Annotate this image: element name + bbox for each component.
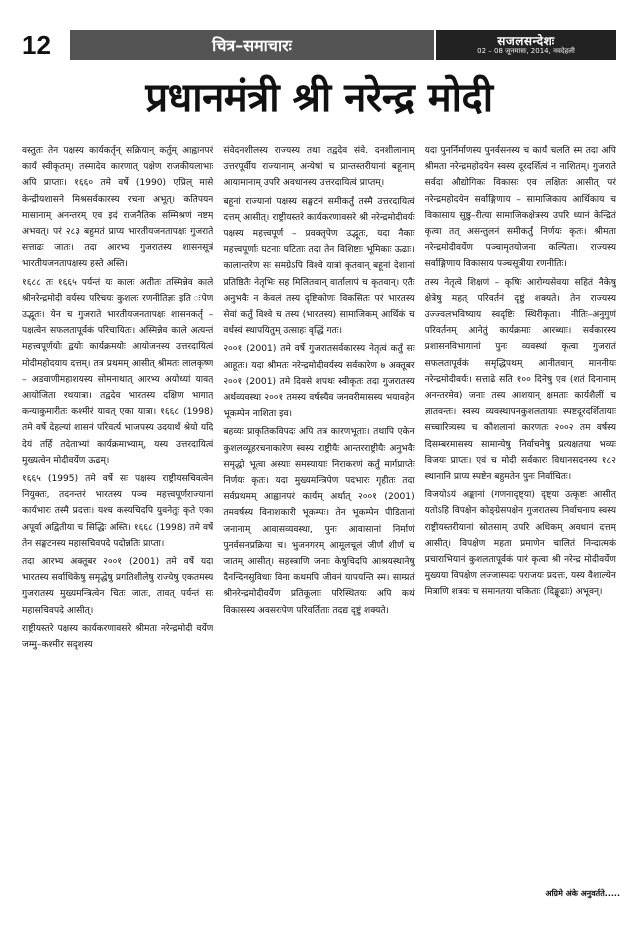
paragraph: १६६५ (1995) तमे वर्षे सः पक्षस्य राष्ट्रीयसचिवत्वेन नियुक्तः, तदनन्तरं भारतस्य पञ्च महत्त्वपूर्णराज्यानां कार्यभारः तस्मै प्रदत्तः। यश्च कस्यचिदपि युवनेतुः कृते एका अपूर्वा अद्वितीया च सिद्धिः अस्ति। १६६८ (1998) तमे वर्षे तेन सङ्घटनस्य महासचिवपदे पदोन्नतिः प्राप्ता। — [22, 474, 214, 549]
paragraph: तदा आरभ्य अक्तूबर २००१ (2001) तमे वर्षे यदा भारतस्य सर्वाधिकेषु समृद्धेषु प्रगतिशीलेषु राज्येषु एकतमस्य गुजरातस्य मुख्यमन्त्रित्वेन चितः जातः, तावत् पर्यन्तं सः महासचिवपदे आसीत्। — [22, 557, 214, 616]
paragraph: १६८८ तः १६६५ पर्यन्तं यः कालः अतीतः तस्मिन्नेव काले श्रीनरेन्द्रमोदी वर्यस्य परिचयः कुशलः रणनीतिज्ञः इति ःपेण उद्भूतः। येन च गुजराते भारतीयजनतापक्षः शासनकर्तृ – पक्षत्वेन सफलतापूर्वकं परिचायितः। अस्मिन्नेव काले अत्यन्तं महत्त्वपूर्णयोः द्वयोः कार्यक्रमयोः आयोजनस्य उत्तरदायित्वं मोदीमहोदयाय दत्तम्। तत्र प्रथमम् आसीत् श्रीमतः लालकृष्ण – अडवाणीमहाशयस्य सोमनाथात् आरभ्य अयोध्यां यावत् आयोजिता रथयात्रा। तद्वदेव भारतस्य दक्षिण भागात् कन्याकुमारीतः कश्मीरं यावत् एका यात्रा। १६६८ (1998) तमे वर्षे देहल्यां शासनं परिवर्त्य भाजपस्य उदयार्थं श्रेयो यदि देयं तर्हि तदेताभ्यां कार्यक्रमाभ्याम्, यस्य उत्तरदायित्वं मुख्यत्वेन मोदीवर्येण ऊढम्। — [22, 277, 214, 466]
section-title: चित्र–समाचारः — [70, 30, 434, 60]
column-3 — [425, 143, 616, 885]
paragraph: संवेदनशीलस्य राज्यस्य तथा तद्वदेव संवे. दनशीलानाम् उत्तरपूर्वीय राज्यानाम् अन्येषां च प्रान्तस्तरीयानां बहूनाम् आयामानाम् उपरि अवधानस्य उत्तरदायित्वं प्राप्तम्। — [223, 146, 415, 189]
column-2 — [223, 143, 414, 885]
paragraph: बहव्यः प्राकृतिकविपदः अपि तत्र कारणभूताः। तथापि एकेन कुशलव्यूहरचनाकारेण स्वस्य राष्ट्रीयैः आन्तरराष्ट्रीयैः अनुभवैः समृद्धो भूत्वा अस्याः समस्यायाः निराकरणं कर्तुं मार्गप्राप्तेः निर्णयः कृतः। यदा मुख्यमन्त्रिपेण पदभारः गृहीतः तदा सर्वप्रथमम् आह्वानपरं कार्यम् अर्थात् २००१ (2001) तमवर्षस्य विनाशकारी भूकम्पः। तेन भूकम्पेन पीडितानां जनानाम् आवासव्यवस्था, पुनः आवासानां निर्माणं पुनर्वसनप्रक्रिया च। भुजनगरम् आमूलचूलं जीर्णं शीर्णं च जातम् आसीत्। सहस्त्राणि जनाः केषुचिदपि आश्रयस्थानेषु दैनन्दिनसुविधाः विना कथमपि जीवनं यापयन्ति स्म। साम्प्रतं श्रीनरेन्द्रमोदीवर्येण प्रतिकूलाः परिस्थितयः अपि कथं विकासस्य अवसरःपेण परिवर्तिताः तदद्य दृष्टुं शक्यते। — [223, 427, 415, 616]
paragraph: राष्ट्रीयस्तरे पक्षस्य कार्यकरणावसरे श्रीमता नरेन्द्रमोदी वर्येण जम्मु–कश्मीर सदृशस्य — [22, 623, 214, 651]
column-1 — [22, 143, 213, 885]
masthead-title: सजलसन्देशः — [497, 34, 555, 49]
headline: प्रधानमंत्री श्री नरेन्द्र मोदी — [145, 75, 493, 121]
page-number: 12 — [22, 29, 51, 60]
paragraph: तस्य नेतृत्वे शिक्षणं – कृषिः आरोग्यसेवया सहितं नैकेषु क्षेत्रेषु महत् परिवर्तनं दृष्टुं शक्यते। तेन राज्यस्य उज्ज्वलभविष्याय स्वदृष्टिः स्थिरीकृता। नीतिः–अनुगुणं परिवर्तनम् आनेतुं कार्यक्रमाः आरब्धाः। सर्वकारस्य प्रशासनविभागानां पुनः व्यवस्थां कृत्वा गुजरातं सफलतापूर्वकं समृद्धिपथम् आनीतवान् माननीयः नरेन्द्रमोदीवर्यः। सत्ताढे सति १०० दिनेषु एव (शतं दिनानाम् अनन्तरमेव) जनाः तस्य आशयान् क्षमताः कार्यशैलीं च ज्ञातवन्तः। स्वस्य व्यवस्थापनकुशलतायाः स्पष्टदूरदर्शितायाः सच्चारित्र्यस्य च कौशलानां कारणतः २००२ तम वर्षस्य दिसम्बरमासस्य सामान्येषु निर्वाचनेषु प्रत्यक्षतया भव्यः विजयः प्राप्तः। एवं च मोदी सर्वकारः विधानसदनस्य १८२ स्थानानि प्राप्य स्पष्टेन बहुमतेन पुनः निर्वाचितः। — [424, 277, 616, 483]
paragraph: २००१ (2001) तमे वर्षे गुजरातसर्वकारस्य नेतृत्वं कर्तुं सः आहूतः। यदा श्रीमतः नरेन्द्रमोदीवर्यस्य सर्वकारेण ७ अक्तूबर २००१ (2001) तमे दिवसे शपथः स्वीकृतः तदा गुजरातस्य अर्थव्यवस्था २००१ तमस्य वर्षस्यैव जनवरीमासस्य भयावहेन भूकम्पेन नाशिता इव। — [223, 344, 415, 420]
article-columns — [22, 143, 616, 885]
paragraph: वस्तुतः तेन पक्षस्य कार्यकर्तृन् सक्रियान् कर्तुम् आह्वानपरं कार्यं स्वीकृतम्। तस्मादेव कारणात् पक्षेण राजकीयलाभाः अपि प्राप्ताः। १६६० तमे वर्षे (1990) एप्रिल् मासे केन्द्रीयशासने मिश्रसर्वकारस्य रचना अभूत्। कतिपयन मासानाम् अनन्तरम् एव इदं राजनैतिक सम्मिश्रणं नष्टम् अभवत्। परं २८३ बहुमतं प्राप्य भारतीयजनतापक्षः गुजराते सत्ताढः जातः। तदा आरभ्य गुजरातस्य शासनसूत्रं भारतीयजनतापक्षस्य हस्ते अस्ति। — [22, 146, 214, 270]
paragraph: बहूनां राज्यानां पक्षस्य सङ्घटनं समीकर्तुं तस्मै उत्तरदायित्वं दत्तम् आसीत्। राष्ट्रीयस्तरे कार्यकरणावसरे श्री नरेन्द्रमोदीवर्यः पक्षस्य महत्त्वपूर्ण – प्रवक्तृपेण उद्भूतः, यदा नैकाः महत्त्वपूर्णाः घटनाः घटिताः तदा तेन विशिष्टाः भूमिकाः ऊढाः। कालान्तरेण सः समग्रेऽपि विश्वे यात्रां कृतवान् बहूनां देशानां प्रतिष्ठितैः नेतृभिः सह मिलितवान् वार्तालापं च कृतवान्। एतैः अनुभवैः न केवलं तस्य दृष्टिकोणः विकसितः परं भारतस्य सेवां कर्तुं विश्वे च तस्य (भारतस्य) सामाजिकम् आर्थिकं च वर्धस्वं स्थापयितुम् उत्साहः वृद्धिं गतः। — [223, 196, 415, 337]
page-header — [22, 30, 616, 60]
paragraph: विजयोऽयं अङ्कानां (गणनादृष्ट्या) दृष्ट्या उत्कृष्टः आसीत् यतोऽहि विपक्षेन कोङ्ग्रेसपक्षेन गुजरातस्य निर्वाचनाय स्वस्य राष्ट्रीयस्तरीयानां स्रोतसाम् उपरि अधिकम् अवधानं दत्तम् आसीत्। विपक्षेण महता प्रमाणेन चालितं निन्दात्मकं प्रचाराभियानं कुशलतापूर्वकं पारं कृत्वा श्री नरेन्द्र मोदीवर्येण मुख्यया विपक्षेण लज्जास्पदः पराजयः प्रदत्तः, यस्य वैशाल्येन मित्राणि शत्रवः च समानतया चकिताः (दिङ्मूढाः) अभूवन्। — [424, 490, 616, 598]
masthead — [436, 30, 616, 60]
continued-note: अग्रिमे अंके अनुवर्तते..... — [545, 889, 620, 898]
masthead-date: 02 – 08 जूनमासः, 2014, नवदेहली — [477, 46, 575, 55]
paragraph: यदा पुनर्निर्माणस्य पुनर्वसनस्य च कार्यं चलति स्म तदा अपि श्रीमता नरेन्द्रमहोदयेन स्वस्य दूरदर्शित्वं न नाशितम्। गुजराते सर्वदा औद्योगिकः विकासः एव लक्षितः आसीत् परं नरेन्द्रमहोदयेन सर्वाङ्गिणाय – सामाजिकाय आर्थिकाय च विकासाय सुष्ठु–रीत्या सामाजिकक्षेत्रस्य उपरि ध्यानं केन्द्रितं कृत्वा तत् असन्तुलनं समीकर्तुं निर्णयः कृतः। श्रीमता नरेन्द्रमोदीवर्येण पञ्चामृतयोजना कल्पिता। राज्यस्य सर्वाङ्गिणाय विकासाय पञ्चसूत्रीया रणनीतिः। — [424, 146, 616, 270]
